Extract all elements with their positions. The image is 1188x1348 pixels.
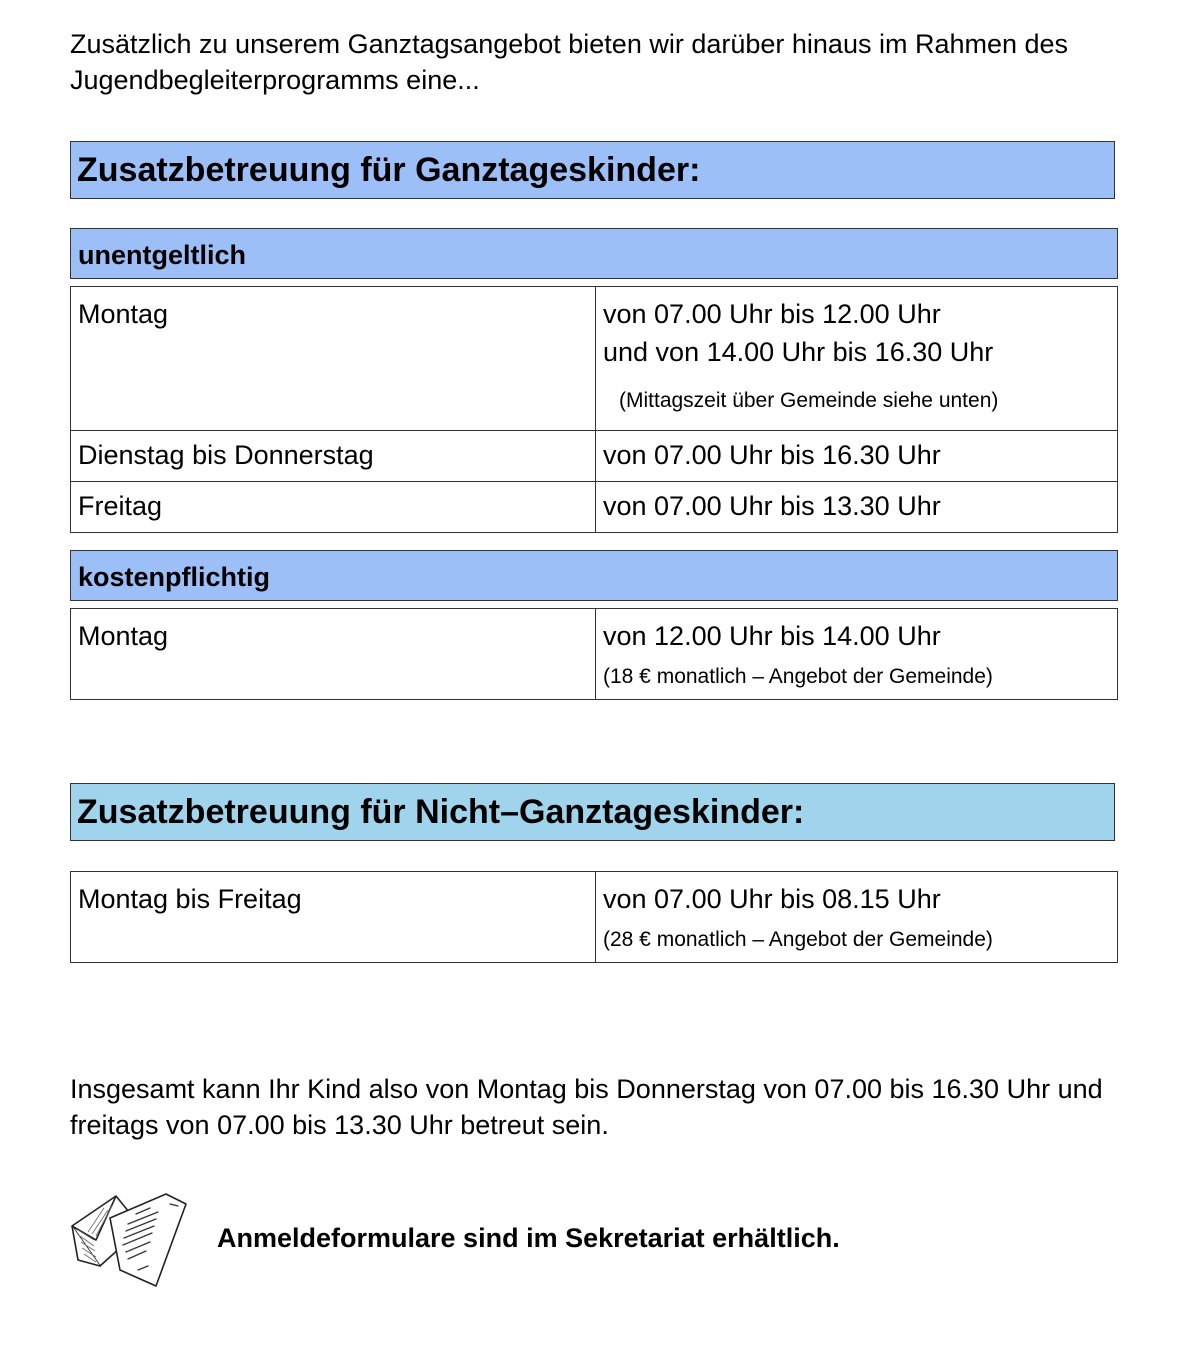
time-line: von 07.00 Uhr bis 08.15 Uhr (603, 884, 941, 914)
day-cell: Freitag (71, 482, 596, 533)
time-cell (596, 609, 1118, 700)
table-row (71, 431, 1118, 482)
time-note: (18 € monatlich – Angebot der Gemeinde) (603, 665, 993, 688)
time-cell (596, 287, 1118, 431)
table-row (71, 609, 1118, 700)
time-line: von 12.00 Uhr bis 14.00 Uhr (603, 621, 941, 651)
schedule-table-unentgeltlich (70, 286, 1118, 533)
section-title-nicht-ganztageskinder: Zusatzbetreuung für Nicht–Ganztageskinder: (70, 783, 1115, 841)
time-cell: von 07.00 Uhr bis 16.30 Uhr (596, 431, 1118, 482)
day-cell: Montag (71, 287, 596, 431)
table-row (71, 287, 1118, 431)
schedule-table-nicht-ganztag (70, 871, 1118, 963)
forms-note: Anmeldeformulare sind im Sekretariat erhältlich. (217, 1223, 840, 1253)
day-cell: Montag bis Freitag (71, 872, 596, 963)
category-unentgeltlich: unentgeltlich (70, 228, 1118, 279)
time-line: von 07.00 Uhr bis 12.00 Uhr (603, 299, 941, 329)
table-row (71, 482, 1118, 533)
day-cell: Dienstag bis Donnerstag (71, 431, 596, 482)
time-note: (28 € monatlich – Angebot der Gemeinde) (603, 928, 993, 951)
section-title-ganztageskinder: Zusatzbetreuung für Ganztageskinder: (70, 141, 1115, 199)
table-row (71, 872, 1118, 963)
time-cell (596, 872, 1118, 963)
envelope-letter-icon (66, 1188, 192, 1292)
time-line: und von 14.00 Uhr bis 16.30 Uhr (603, 337, 994, 367)
schedule-table-kostenpflichtig (70, 608, 1118, 700)
summary-text: Insgesamt kann Ihr Kind also von Montag bis Donnerstag von 07.00 bis 16.30 Uhr und freitags von 07.00 bis 13.30 Uhr betreut sein. (70, 1074, 1103, 1140)
time-note: (Mittagszeit über Gemeinde siehe unten) (619, 389, 999, 412)
time-cell: von 07.00 Uhr bis 13.30 Uhr (596, 482, 1118, 533)
category-kostenpflichtig: kostenpflichtig (70, 550, 1118, 601)
day-cell: Montag (71, 609, 596, 700)
intro-text: Zusätzlich zu unserem Ganztagsangebot bieten wir darüber hinaus im Rahmen des Jugendbegleiterprogramms eine... (70, 29, 1069, 95)
